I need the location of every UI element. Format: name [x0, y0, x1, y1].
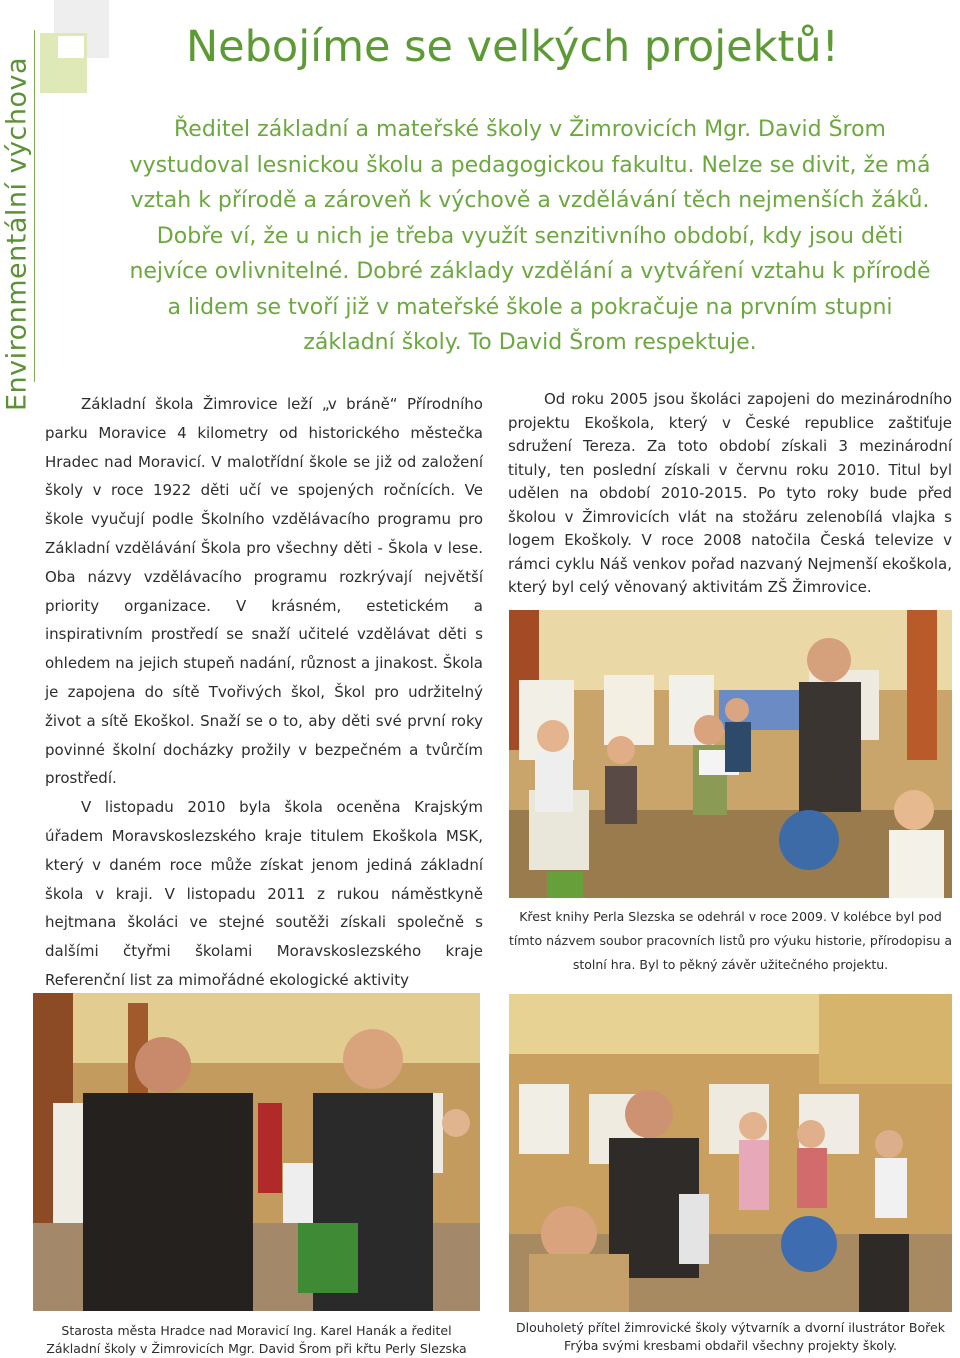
page-title: Nebojíme se velkých projektů!	[186, 22, 839, 72]
left-column	[45, 390, 483, 995]
caption-photo-book-launch: Křest knihy Perla Slezska se odehrál v roce 2009. V kolébce byl pod tímto názvem soubor pracovních listů pro výuku historie, přírodopisu a stolní hra. Byl to pěkný závěr užitečného projektu.	[509, 909, 953, 972]
section-label: Environmentální výchova	[1, 56, 33, 412]
left-paragraph-1: Základní škola Žimrovice leží „v bráně“ Přírodního parku Moravice 4 kilometry od historického městečka Hradec nad Moravicí. V malotřídní škole se již od založení školy v roce 1922 děti učí ve spojených ročnících. Ve škole vyučují podle Školního vzdělávacího programu pro Základní vzdělávání Škola pro všechny děti - Škola v lese. Oba názvy vzdělávacího programu rozkrývají největší priority organizace. V krásném, estetickém a inspirativním prostředí se snaží učitelé vzdělávat děti s ohledem na jejich stupeň nadání, různost a jinakost. Škola je zapojena do sítě Tvořivých škol, Škol pro udržitelný život a sítě Ekoškol. Snaží se o to, aby děti své první roky povinné školní docházky prožily v bezpečném a tvůrčím prostředí.	[45, 395, 483, 788]
right-column	[508, 388, 952, 600]
caption-photo-mayor-and-director: Starosta města Hradce nad Moravicí Ing. Karel Hanák a ředitel Základní školy v Žimrovicích Mgr. David Šrom při křtu Perly Slezska	[46, 1323, 467, 1356]
section-sidebar	[0, 28, 34, 412]
corner-decoration-white	[58, 36, 84, 58]
photo-mayor-and-director	[33, 993, 480, 1311]
sidebar-divider	[34, 30, 35, 382]
intro-paragraph: Ředitel základní a mateřské školy v Žimrovicích Mgr. David Šrom vystudoval lesnickou školu a pedagogickou fakultu. Nelze se divit, že má vztah k přírodě a zároveň k výchově a vzdělávání těch nejmenších žáků. Dobře ví, že u nich je třeba využít senzitivního období, kdy jsou děti nejvíce ovlivnitelné. Dobré základy vzdělání a vytváření vztahu k přírodě a lidem se tvoří již v mateřské škole a pokračuje na prvním stupni základní školy. To David Šrom respektuje.	[129, 117, 931, 355]
right-paragraph-1: Od roku 2005 jsou školáci zapojeni do mezinárodního projektu Ekoškola, který v České republice zaštiťuje sdružení Tereza. Za toto období získali 3 mezinárodní tituly, ten poslední získali v červnu roku 2010. Titul byl udělen na období 2010-2015. Po tyto roky bude před školou v Žimrovicích vlát na stožáru zelenobílá vlajka s logem Ekoškoly. V roce 2008 natočila Česká televize v rámci cyklu Náš venkov pořad nazvaný Nejmenší ekoškola, který byl celý věnovaný aktivitám ZŠ Žimrovice.	[508, 390, 952, 596]
photo-illustrator-with-children	[509, 994, 952, 1312]
caption-photo-illustrator: Dlouholetý přítel žimrovické školy výtvarník a dvorní ilustrátor Bořek Frýba svými kresbami obdařil všechny projekty školy.	[516, 1320, 945, 1353]
left-paragraph-2: V listopadu 2010 byla škola oceněna Krajským úřadem Moravskoslezského kraje titulem Ekoškola MSK, který v daném roce může získat jenom jediná základní škola v kraji. V listopadu 2011 z rukou náměstkyně hejtmana školáci ve stejné soutěži získali společně s dalšími čtyřmi školami Moravskoslezského kraje Referenční list za mimořádné ekologické aktivity	[45, 798, 483, 989]
photo-book-launch	[509, 610, 952, 898]
